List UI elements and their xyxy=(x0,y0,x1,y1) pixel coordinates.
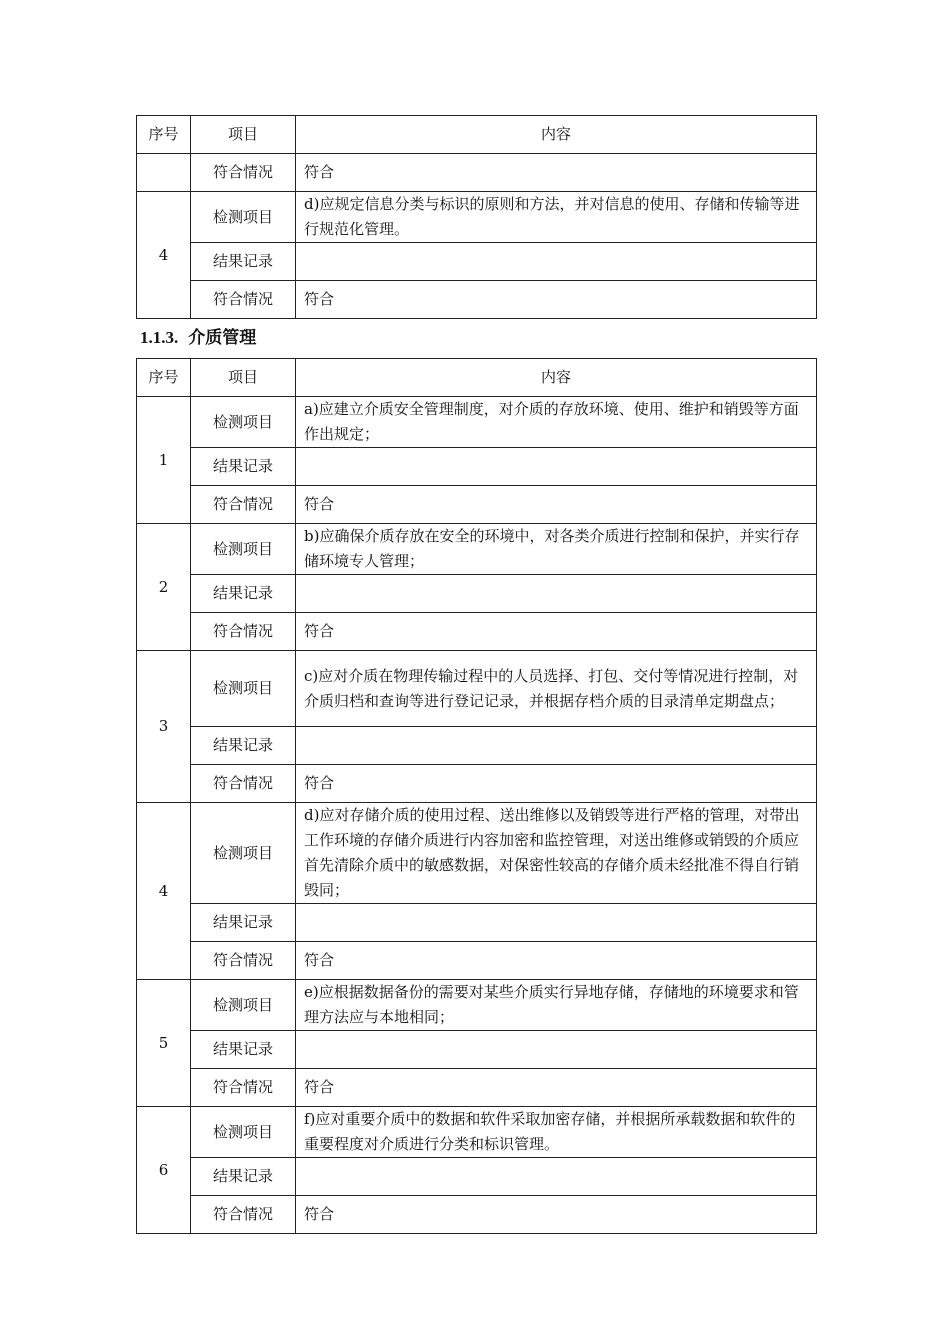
conform-value: 符合 xyxy=(296,1069,817,1107)
label-check: 检测项目 xyxy=(191,397,296,448)
check-content: b)应确保介质存放在安全的环境中，对各类介质进行控制和保护，并实行存储环境专人管理； xyxy=(296,524,817,575)
header-content: 内容 xyxy=(296,359,817,397)
conform-value: 符合 xyxy=(296,613,817,651)
seq-cell: 4 xyxy=(137,803,191,980)
table-row xyxy=(137,192,817,243)
conform-value: 符合 xyxy=(296,1196,817,1234)
label-check: 检测项目 xyxy=(191,803,296,904)
record-value xyxy=(296,904,817,942)
seq-cell: 3 xyxy=(137,651,191,803)
check-content: a)应建立介质安全管理制度，对介质的存放环境、使用、维护和销毁等方面作出规定； xyxy=(296,397,817,448)
conform-value: 符合 xyxy=(296,765,817,803)
table-row xyxy=(137,651,817,727)
check-content: f)应对重要介质中的数据和软件采取加密存储，并根据所承载数据和软件的重要程度对介质进行分类和标识管理。 xyxy=(296,1107,817,1158)
label-record: 结果记录 xyxy=(191,904,296,942)
header-item: 项目 xyxy=(191,359,296,397)
label-conform: 符合情况 xyxy=(191,1069,296,1107)
table-row xyxy=(137,524,817,575)
check-content: d)应规定信息分类与标识的原则和方法，并对信息的使用、存储和传输等进行规范化管理。 xyxy=(296,192,817,243)
table-row xyxy=(137,803,817,904)
label-conform: 符合情况 xyxy=(191,613,296,651)
label-check: 检测项目 xyxy=(191,524,296,575)
table-row xyxy=(137,448,817,486)
header-seq: 序号 xyxy=(137,116,191,154)
table-row xyxy=(137,281,817,319)
conform-value: 符合 xyxy=(296,942,817,980)
table-row xyxy=(137,1107,817,1158)
table-top-continuation xyxy=(136,115,817,319)
record-value xyxy=(296,243,817,281)
check-content: c)应对介质在物理传输过程中的人员选择、打包、交付等情况进行控制，对介质归档和查询等进行登记记录，并根据存档介质的目录清单定期盘点； xyxy=(296,651,817,727)
seq-cell: 4 xyxy=(137,192,191,319)
label-check: 检测项目 xyxy=(191,980,296,1031)
header-content: 内容 xyxy=(296,116,817,154)
record-value xyxy=(296,448,817,486)
record-value xyxy=(296,1158,817,1196)
label-check: 检测项目 xyxy=(191,1107,296,1158)
label-conform: 符合情况 xyxy=(191,1196,296,1234)
record-value xyxy=(296,575,817,613)
record-value xyxy=(296,727,817,765)
table-row xyxy=(137,727,817,765)
table-row xyxy=(137,765,817,803)
seq-cell: 1 xyxy=(137,397,191,524)
label-record: 结果记录 xyxy=(191,243,296,281)
label-conform: 符合情况 xyxy=(191,154,296,192)
table-row xyxy=(137,1196,817,1234)
table-row xyxy=(137,980,817,1031)
seq-cell: 6 xyxy=(137,1107,191,1234)
table-row xyxy=(137,486,817,524)
conform-value: 符合 xyxy=(296,154,817,192)
label-conform: 符合情况 xyxy=(191,486,296,524)
label-record: 结果记录 xyxy=(191,575,296,613)
section-number: 1.1.3. xyxy=(140,328,179,347)
label-record: 结果记录 xyxy=(191,1031,296,1069)
table-row xyxy=(137,904,817,942)
label-conform: 符合情况 xyxy=(191,281,296,319)
conform-value: 符合 xyxy=(296,486,817,524)
header-seq: 序号 xyxy=(137,359,191,397)
table-row xyxy=(137,1158,817,1196)
conform-value: 符合 xyxy=(296,281,817,319)
table-row xyxy=(137,1069,817,1107)
seq-cell: 2 xyxy=(137,524,191,651)
table-row xyxy=(137,613,817,651)
label-check: 检测项目 xyxy=(191,651,296,727)
label-record: 结果记录 xyxy=(191,448,296,486)
table-row xyxy=(137,942,817,980)
table-row xyxy=(137,575,817,613)
seq-cell-empty xyxy=(137,154,191,192)
check-content: d)应对存储介质的使用过程、送出维修以及销毁等进行严格的管理，对带出工作环境的存储介质进行内容加密和监控管理，对送出维修或销毁的介质应首先清除介质中的敏感数据，对保密性较高的存储介质未经批准不得自行销毁同； xyxy=(296,803,817,904)
table-row xyxy=(137,1031,817,1069)
table-header-row xyxy=(137,359,817,397)
record-value xyxy=(296,1031,817,1069)
check-content: e)应根据数据备份的需要对某些介质实行异地存储，存储地的环境要求和管理方法应与本地相同； xyxy=(296,980,817,1031)
seq-cell: 5 xyxy=(137,980,191,1107)
table-row xyxy=(137,154,817,192)
label-conform: 符合情况 xyxy=(191,765,296,803)
label-record: 结果记录 xyxy=(191,727,296,765)
label-record: 结果记录 xyxy=(191,1158,296,1196)
label-conform: 符合情况 xyxy=(191,942,296,980)
table-row xyxy=(137,397,817,448)
section-title: 介质管理 xyxy=(188,328,257,348)
header-item: 项目 xyxy=(191,116,296,154)
table-header-row xyxy=(137,116,817,154)
section-heading xyxy=(140,323,256,348)
table-row xyxy=(137,243,817,281)
media-management-table xyxy=(136,358,817,1234)
label-check: 检测项目 xyxy=(191,192,296,243)
